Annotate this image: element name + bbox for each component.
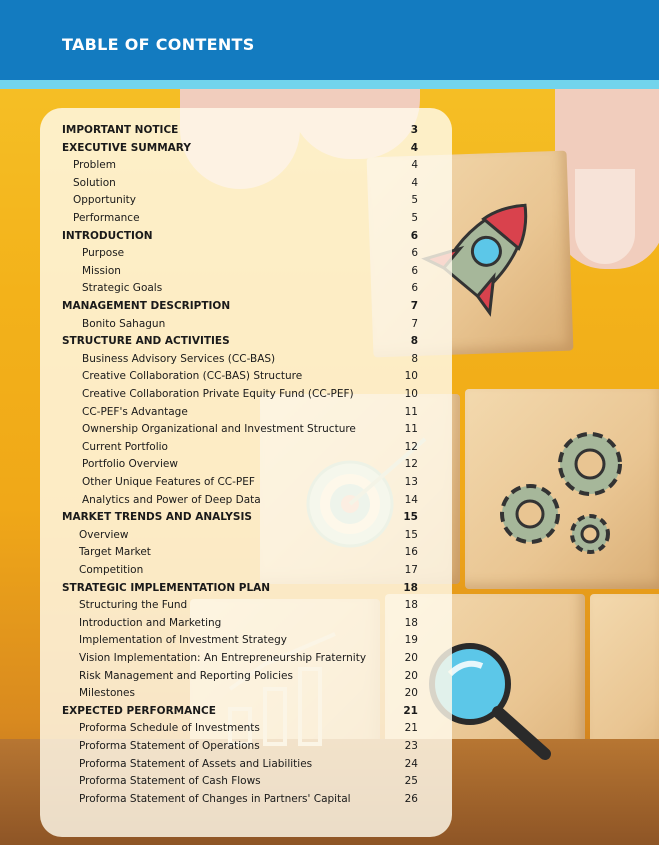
toc-entry[interactable] xyxy=(40,494,452,512)
toc-entry-label: Vision Implementation: An Entrepreneurship Fraternity xyxy=(79,652,367,664)
toc-page-number: 4 xyxy=(410,141,418,154)
toc-entry[interactable] xyxy=(40,546,452,564)
toc-page-number: 17 xyxy=(404,564,418,576)
toc-entry[interactable] xyxy=(40,370,452,388)
toc-entry[interactable] xyxy=(40,687,452,705)
toc-entry-label: Opportunity xyxy=(73,194,137,207)
toc-page-number: 25 xyxy=(404,775,418,788)
toc-entry-label: Creative Collaboration (CC-BAS) Structure xyxy=(82,370,303,383)
toc-entry-label: Problem xyxy=(73,159,116,172)
toc-entry-label: Current Portfolio xyxy=(82,440,168,453)
toc-entry[interactable] xyxy=(40,722,452,740)
toc-entry-label: Analytics and Power of Deep Data xyxy=(82,493,261,506)
toc-entry[interactable] xyxy=(40,388,452,406)
toc-entry-label: Strategic Goals xyxy=(82,282,163,295)
toc-entry-label: IMPORTANT NOTICE xyxy=(62,124,179,136)
toc-entry-label: Target Market xyxy=(79,546,151,559)
toc-entry[interactable] xyxy=(40,529,452,547)
toc-page-number: 10 xyxy=(404,388,418,400)
toc-entry-label: Introduction and Marketing xyxy=(79,616,222,629)
toc-section[interactable] xyxy=(40,511,452,529)
toc-page-number: 8 xyxy=(410,335,418,348)
toc-page-number: 18 xyxy=(404,616,418,629)
toc-entry-label: STRUCTURE AND ACTIVITIES xyxy=(62,335,230,348)
toc-page-number: 26 xyxy=(404,792,418,805)
toc-entry[interactable] xyxy=(40,318,452,336)
toc-section[interactable] xyxy=(40,230,452,248)
toc-page-number: 15 xyxy=(404,528,418,541)
toc-page-number: 5 xyxy=(411,212,418,224)
toc-entry[interactable] xyxy=(40,758,452,776)
toc-page-number: 21 xyxy=(403,704,418,717)
toc-entry[interactable] xyxy=(40,265,452,283)
toc-entry-label: EXPECTED PERFORMANCE xyxy=(62,704,216,717)
toc-section[interactable] xyxy=(40,335,452,353)
toc-page-number: 15 xyxy=(403,511,418,524)
toc-entry-label: Proforma Statement of Cash Flows xyxy=(79,775,261,788)
toc-entry[interactable] xyxy=(40,423,452,441)
toc-page-number: 7 xyxy=(410,300,418,312)
fingernail xyxy=(575,169,635,264)
header-stripe xyxy=(0,80,659,89)
page-title: TABLE OF CONTENTS xyxy=(62,35,255,54)
toc-entry-label: Proforma Statement of Operations xyxy=(79,740,260,752)
toc-entry-label: Competition xyxy=(79,564,144,576)
toc-entry-label: Risk Management and Reporting Policies xyxy=(79,669,293,682)
toc-entry-label: Business Advisory Services (CC-BAS) xyxy=(82,352,276,365)
toc-entry-label: CC-PEF's Advantage xyxy=(82,405,188,418)
toc-entry[interactable] xyxy=(40,458,452,476)
toc-entry-label: Mission xyxy=(82,264,121,277)
toc-entry[interactable] xyxy=(40,670,452,688)
toc-section[interactable] xyxy=(40,124,452,142)
toc-entry[interactable] xyxy=(40,634,452,652)
toc-entry-label: Performance xyxy=(73,212,140,224)
toc-page-number: 6 xyxy=(410,229,418,242)
toc-entry[interactable] xyxy=(40,476,452,494)
toc-page-number: 20 xyxy=(404,669,418,682)
toc-page-number: 11 xyxy=(404,405,418,418)
toc-entry-label: Creative Collaboration Private Equity Fund (CC-PEF) xyxy=(82,388,354,400)
toc-entry-label: INTRODUCTION xyxy=(62,229,153,242)
toc-entry-label: MARKET TRENDS AND ANALYSIS xyxy=(62,511,252,524)
toc-page-number: 18 xyxy=(404,599,418,612)
toc-entry-label: Proforma Statement of Assets and Liabilities xyxy=(79,757,313,770)
toc-entry-label: Structuring the Fund xyxy=(79,599,188,612)
toc-entry[interactable] xyxy=(40,599,452,617)
toc-section[interactable] xyxy=(40,705,452,723)
toc-entry[interactable] xyxy=(40,159,452,177)
toc-page-number: 19 xyxy=(404,634,418,647)
toc-page-number: 10 xyxy=(404,370,418,383)
toc-entry[interactable] xyxy=(40,353,452,371)
toc-page-number: 4 xyxy=(411,176,418,189)
toc-page-number: 23 xyxy=(404,740,418,752)
toc-entry-label: Implementation of Investment Strategy xyxy=(79,634,287,647)
toc-entry-label: Purpose xyxy=(82,247,125,260)
toc-entry[interactable] xyxy=(40,617,452,635)
toc-entry[interactable] xyxy=(40,441,452,459)
toc-entry[interactable] xyxy=(40,282,452,300)
toc-page-number: 5 xyxy=(411,194,418,207)
toc-page-number: 12 xyxy=(404,458,418,471)
toc-page-number: 20 xyxy=(404,687,418,700)
toc-entry-label: Overview xyxy=(79,528,129,541)
toc-page-number: 14 xyxy=(404,493,418,506)
header-bar xyxy=(0,0,659,80)
toc-entry[interactable] xyxy=(40,194,452,212)
toc-entry-label: STRATEGIC IMPLEMENTATION PLAN xyxy=(62,581,271,594)
toc-page-number: 6 xyxy=(411,282,418,295)
toc-page-number: 20 xyxy=(404,652,418,664)
toc-section[interactable] xyxy=(40,582,452,600)
toc-page-number: 11 xyxy=(404,423,418,436)
toc-page-number: 7 xyxy=(411,317,418,330)
toc-page-number: 4 xyxy=(411,159,418,172)
toc-entry[interactable] xyxy=(40,406,452,424)
toc-entry[interactable] xyxy=(40,793,452,811)
toc-entry-label: Ownership Organizational and Investment Structure xyxy=(82,423,356,436)
toc-entry-label: MANAGEMENT DESCRIPTION xyxy=(62,300,231,312)
toc-entry-label: Other Unique Features of CC-PEF xyxy=(82,476,255,488)
toc-entry-label: Portfolio Overview xyxy=(82,458,178,471)
toc-page-number: 24 xyxy=(404,757,418,770)
toc-entry[interactable] xyxy=(40,775,452,793)
toc-page-number: 21 xyxy=(404,722,418,735)
toc-entry[interactable] xyxy=(40,564,452,582)
toc-page-number: 6 xyxy=(411,264,418,277)
toc-entry[interactable] xyxy=(40,652,452,670)
toc-entry-label: Proforma Statement of Changes in Partners' Capital xyxy=(79,792,351,805)
toc-entry-label: Solution xyxy=(73,176,116,189)
toc-page-number: 12 xyxy=(404,440,418,453)
toc-page-number: 16 xyxy=(404,546,418,559)
toc-entry-label: EXECUTIVE SUMMARY xyxy=(62,141,191,154)
toc-section[interactable] xyxy=(40,142,452,160)
toc-page-number: 6 xyxy=(411,247,418,260)
toc-page-number: 8 xyxy=(411,352,418,365)
toc-card xyxy=(40,108,452,837)
toc-entry[interactable] xyxy=(40,177,452,195)
toc-entry[interactable] xyxy=(40,212,452,230)
toc-entry-label: Bonito Sahagun xyxy=(82,317,166,330)
toc-section[interactable] xyxy=(40,300,452,318)
toc-entry-label: Milestones xyxy=(79,687,135,700)
toc-page-number: 18 xyxy=(403,581,418,594)
toc-entry[interactable] xyxy=(40,247,452,265)
toc-page-number: 3 xyxy=(410,124,418,136)
toc-entry[interactable] xyxy=(40,740,452,758)
toc-page-number: 13 xyxy=(404,476,418,488)
gears-icon xyxy=(490,419,650,569)
toc-entry-label: Proforma Schedule of Investments xyxy=(79,722,260,735)
